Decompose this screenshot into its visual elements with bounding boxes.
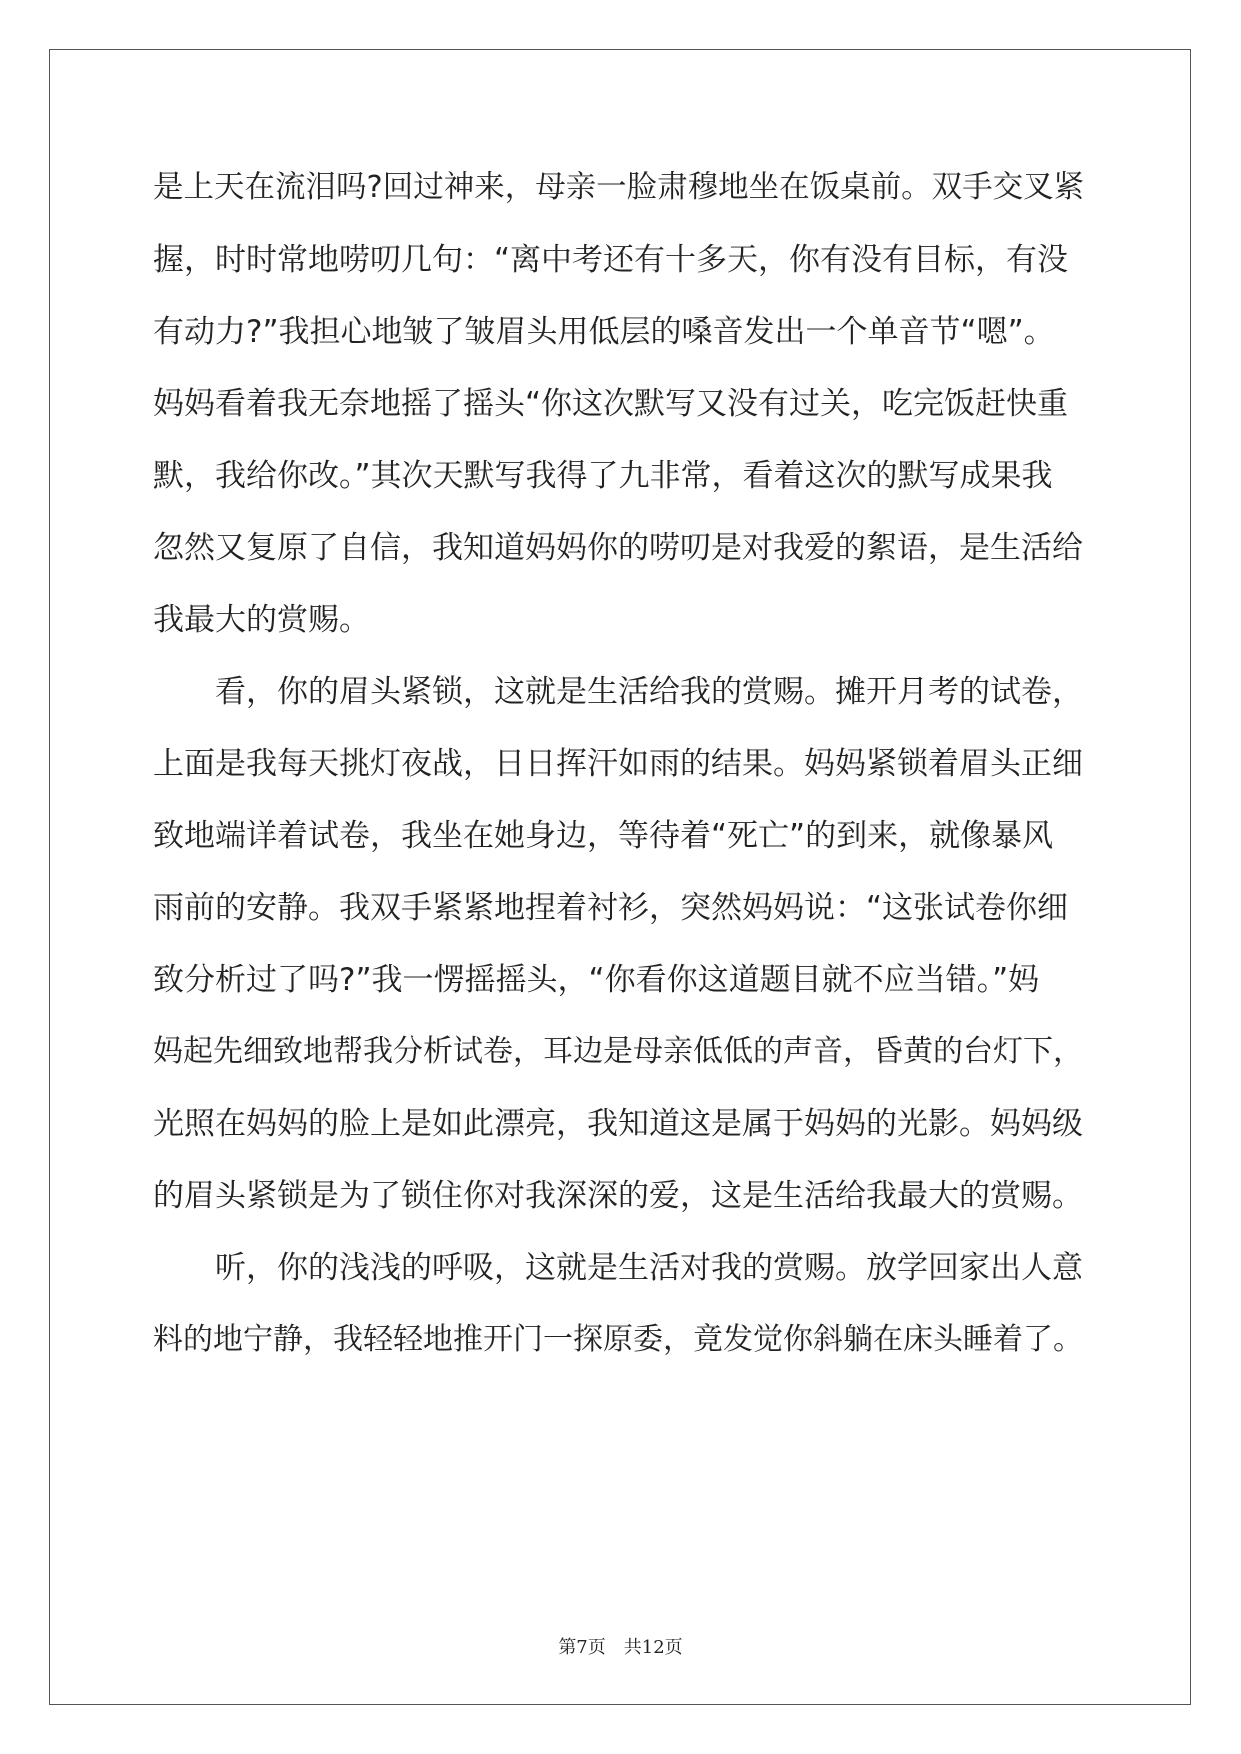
text-line: 是上天在流泪吗?回过神来，母亲一脸肃穆地坐在饭桌前。双手交叉紧 [153,170,1085,205]
text-line: 看，你的眉头紧锁，这就是生活给我的赏赐。摊开月考的试卷， [153,674,1083,710]
text-line: 握，时时常地唠叨几句：“离中考还有十多天，你有没有目标，有没 [153,242,1069,278]
text-line: 的眉头紧锁是为了锁住你对我深深的爱，这是生活给我最大的赏赐。 [153,1178,1083,1214]
text-line: 光照在妈妈的脸上是如此漂亮，我知道这是属于妈妈的光影。妈妈级 [153,1106,1083,1142]
text-line: 妈起先细致地帮我分析试卷，耳边是母亲低低的声音，昏黄的台灯下， [153,1034,1083,1069]
text-line: 料的地宁静，我轻轻地推开门一探原委，竟发觉你斜躺在床头睡着了。 [153,1322,1083,1357]
text-line: 忽然又复原了自信，我知道妈妈你的唠叨是对我爱的絮语，是生活给 [153,530,1083,566]
text-line: 有动力?”我担心地皱了皱眉头用低层的嗓音发出一个单音节“嗯”。 [153,314,1055,350]
text-line: 妈妈看着我无奈地摇了摇头“你这次默写又没有过关，吃完饭赶快重 [153,386,1069,422]
page-number-footer: 第7页 共12页 [558,1637,683,1658]
text-line: 我最大的赏赐。 [153,602,370,638]
text-line: 致地端详着试卷，我坐在她身边，等待着“死亡”的到来，就像暴风 [153,818,1054,854]
text-line: 致分析过了吗?”我一愣摇摇头，“你看你这道题目就不应当错。”妈 [153,962,1040,998]
text-line: 上面是我每天挑灯夜战，日日挥汗如雨的结果。妈妈紧锁着眉头正细 [153,746,1083,782]
text-line: 雨前的安静。我双手紧紧地捏着衬衫，突然妈妈说：“这张试卷你细 [153,890,1069,926]
page-frame [49,49,1191,1705]
text-line: 听，你的浅浅的呼吸，这就是生活对我的赏赐。放学回家出人意 [153,1250,1083,1286]
text-line: 默，我给你改。”其次天默写我得了九非常，看着这次的默写成果我 [153,458,1053,494]
